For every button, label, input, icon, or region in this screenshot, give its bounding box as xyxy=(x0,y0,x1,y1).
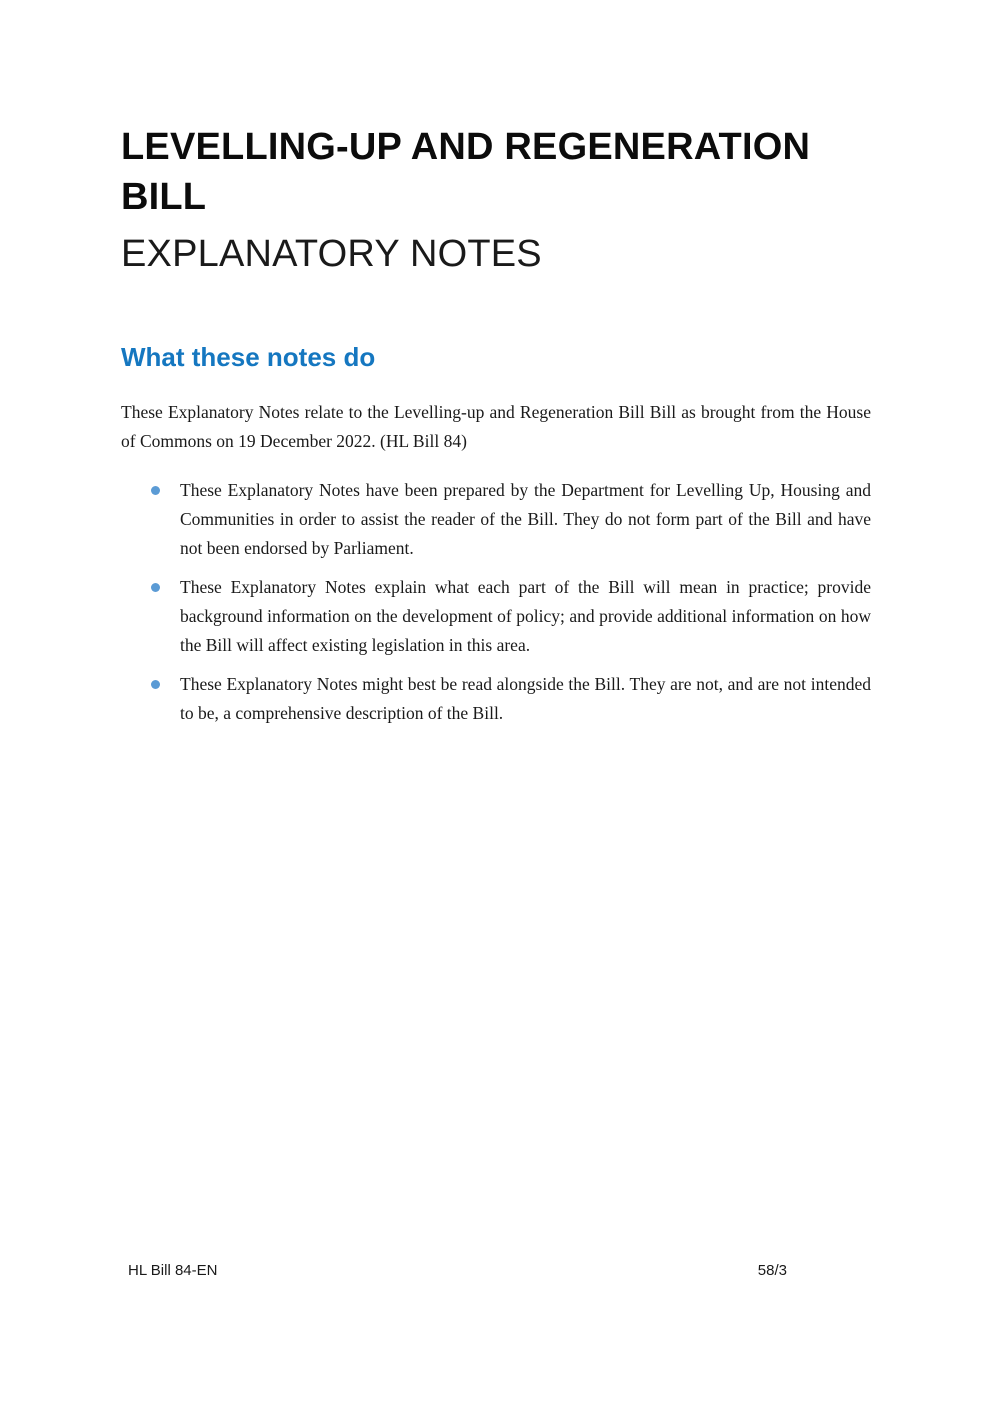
intro-paragraph: These Explanatory Notes relate to the Levelling-up and Regeneration Bill Bill as brought from the House of Commons on 19 December 2022. (HL Bill 84) xyxy=(121,402,871,451)
section-heading: What these notes do xyxy=(121,342,376,372)
notes-bullet-list xyxy=(121,476,871,728)
document-title xyxy=(121,122,871,222)
page-footer xyxy=(128,1262,787,1279)
bullet-item xyxy=(121,573,871,660)
bullet-icon xyxy=(151,486,160,495)
bullet-icon xyxy=(151,680,160,689)
document-title-line1: LEVELLING-UP AND REGENERATION xyxy=(121,126,811,168)
document-subtitle: EXPLANATORY NOTES xyxy=(121,233,542,275)
bullet-text: These Explanatory Notes have been prepared by the Department for Levelling Up, Housing and Communities in order to assist the reader of the Bill. They do not form part of the Bill and have not been endorsed by Parliament. xyxy=(180,480,871,558)
document-title-line2: BILL xyxy=(121,176,207,218)
bullet-icon xyxy=(151,583,160,592)
footer-bill-number: HL Bill 84-EN xyxy=(128,1262,218,1279)
bullet-item xyxy=(121,476,871,563)
footer-page-number: 58/3 xyxy=(757,1262,787,1279)
bullet-text: These Explanatory Notes explain what each part of the Bill will mean in practice; provide background information on the development of policy; and provide additional information on how the Bill will affect existing legislation in this area. xyxy=(180,577,871,655)
bullet-item xyxy=(121,670,871,728)
bullet-text: These Explanatory Notes might best be read alongside the Bill. They are not, and are not intended to be, a comprehensive description of the Bill. xyxy=(180,674,871,723)
